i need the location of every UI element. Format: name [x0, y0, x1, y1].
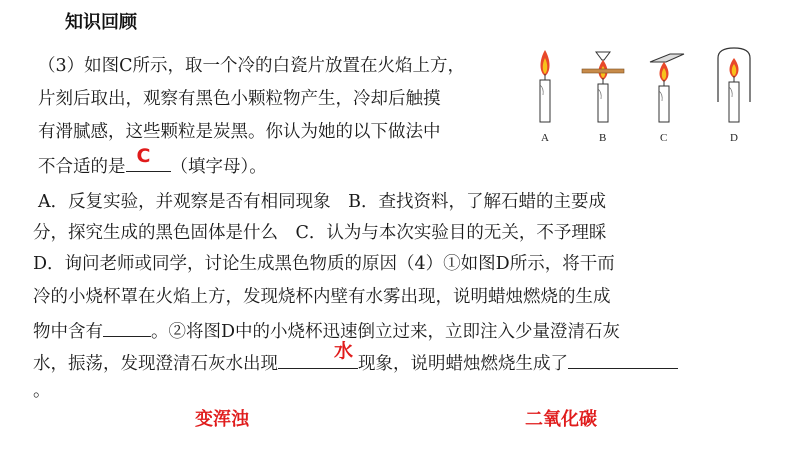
answer-water: 水: [334, 340, 354, 362]
answer-c: C: [136, 145, 151, 167]
blank-water: [103, 318, 151, 337]
answer-turbid: 变浑浊: [195, 409, 249, 430]
options-line5-suffix: 。②将图D中的小烧杯迅速倒立过来，立即注入少量澄清石灰: [151, 322, 621, 342]
para3-line4: [38, 145, 267, 178]
candle-c-icon: [650, 54, 684, 122]
section-title: 知识回顾: [65, 12, 137, 33]
para3-line4-suffix: （填字母）。: [170, 157, 267, 177]
fig-label-c: C: [660, 132, 668, 144]
options-line5-prefix: 物中含有: [33, 322, 103, 342]
blank-answer-c: [126, 145, 171, 172]
candle-d-icon: [718, 48, 750, 122]
para3-line4-prefix: 不合适的是: [38, 157, 126, 177]
options-line6: [33, 340, 678, 375]
para3-line1: （3）如图C所示，取一个冷的白瓷片放置在火焰上方，: [38, 56, 466, 76]
options-line4: 冷的小烧杯罩在火焰上方，发现烧杯内壁有水雾出现，说明蜡烛燃烧的生成: [33, 287, 611, 307]
options-line6-mid: 现象，说明蜡烛燃烧生成了: [358, 354, 568, 374]
options-line6-prefix: 水，振荡，发现澄清石灰水出现: [33, 354, 278, 374]
blank-product: [568, 350, 678, 369]
candle-b-icon: [582, 52, 624, 122]
options-line5: [33, 318, 620, 343]
fig-label-d: D: [730, 132, 738, 144]
para3-line2: 片刻后取出，观察有黑色小颗粒物产生，冷却后触摸: [38, 89, 441, 109]
options-line2: 分，探究生成的黑色固体是什么 C．认为与本次实验目的无关，不予理睬: [33, 223, 607, 243]
answer-co2: 二氧化碳: [525, 409, 597, 430]
blank-phenomenon: [278, 340, 358, 369]
options-line7: 。: [33, 381, 51, 401]
candle-a-icon: [540, 50, 550, 122]
candle-figure: [520, 40, 780, 155]
options-line1: A．反复实验，并观察是否有相同现象 B．查找资料，了解石蜡的主要成: [38, 192, 606, 212]
para3-line3: 有滑腻感，这些颗粒是炭黑。你认为她的以下做法中: [38, 122, 441, 142]
options-line3: D．询问老师或同学，讨论生成黑色物质的原因（4）①如图D所示，将干而: [33, 254, 615, 274]
fig-label-a: A: [541, 132, 549, 144]
fig-label-b: B: [599, 132, 607, 144]
